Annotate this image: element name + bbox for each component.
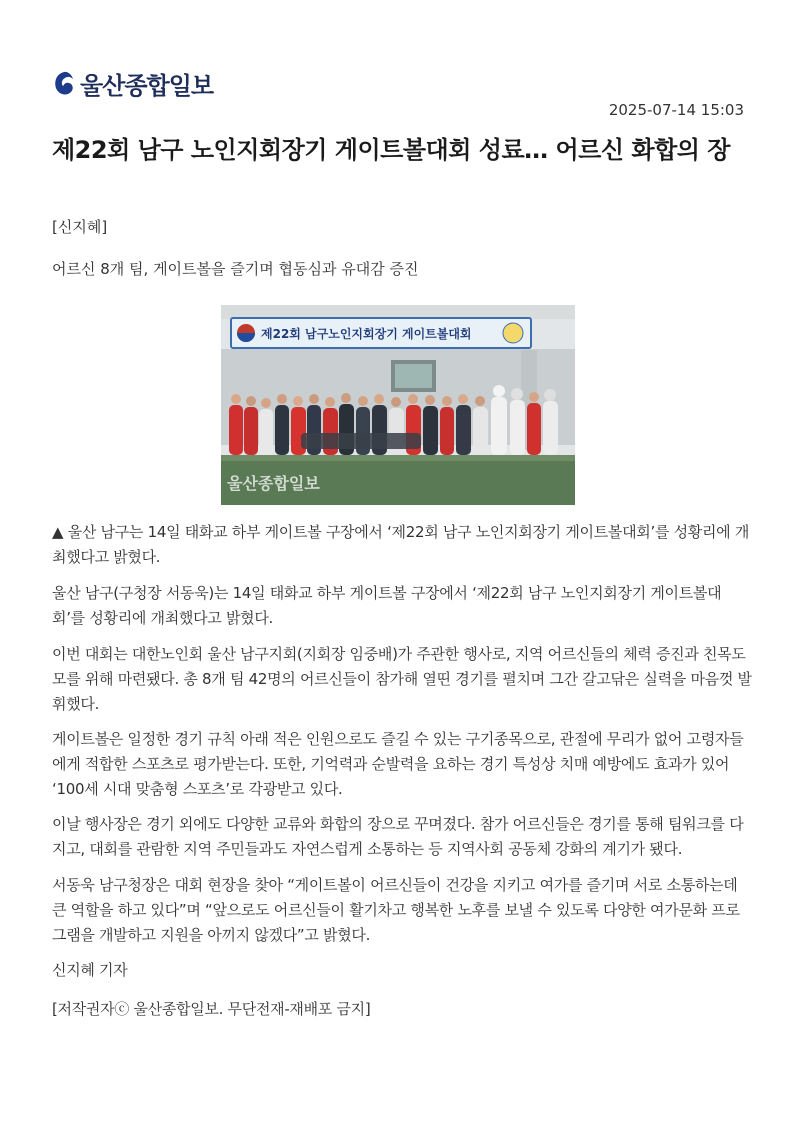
photo-banner-text: 제22회 남구노인지회장기 게이트볼대회 [261, 327, 472, 341]
paragraph-5: 서동욱 남구청장은 대회 현장을 찾아 “게이트볼이 어르신들이 건강을 지키고 여가를 즐기며 서로 소통하는데 큰 역할을 하고 있다”며 “앞으로도 어르신들이 활기차고 행복한 노후를 보낼 수 있도록 다양한 여가문화 프로그램을 개발하고 지원을 아끼지 않겠다”고 밝혔다. [52, 876, 740, 944]
paragraph-1: 울산 남구(구청장 서동욱)는 14일 태화교 하부 게이트볼 구장에서 ‘제22회 남구 노인지회장기 게이트볼대회’를 성황리에 개최했다고 밝혔다. [52, 584, 722, 627]
article-subtitle: 어르신 8개 팀, 게이트볼을 즐기며 협동심과 유대감 증진 [52, 260, 419, 278]
paragraph-4: 이날 행사장은 경기 외에도 다양한 교류와 화합의 장으로 꾸며졌다. 참가 어르신들은 경기를 통해 팀워크를 다지고, 대회를 관람한 지역 주민들과도 자연스럽게 소통하는 등 지역사회 공동체 강화의 계기가 됐다. [52, 815, 744, 858]
byline: 신지혜 기자 [52, 961, 128, 979]
copyright-notice: [저작권자ⓒ 울산종합일보. 무단전재-재배포 금지] [52, 1000, 371, 1018]
site-name: 울산종합일보 [80, 72, 214, 100]
publish-date: 2025-07-14 15:03 [608, 101, 744, 119]
logo-swirl-icon [52, 70, 76, 98]
photo-watermark: 울산종합일보 [227, 474, 320, 493]
site-logo[interactable] [52, 66, 213, 101]
reporter-tag: [신지혜] [52, 218, 108, 236]
article-title: 제22회 남구 노인지회장기 게이트볼대회 성료… 어르신 화합의 장 [52, 136, 730, 164]
paragraph-2: 이번 대회는 대한노인회 울산 남구지회(지회장 임중배)가 주관한 행사로, 지역 어르신들의 체력 증진과 친목도모를 위해 마련됐다. 총 8개 팀 42명의 어르신들이 참가해 열띤 경기를 펼치며 그간 갈고닦은 실력을 마음껏 발휘했다. [52, 645, 752, 713]
paragraph-3: 게이트볼은 일정한 경기 규칙 아래 적은 인원으로도 즐길 수 있는 구기종목으로, 관절에 무리가 없어 고령자들에게 적합한 스포츠로 평가받는다. 또한, 기억력과 순발력을 요하는 경기 특성상 치매 예방에도 효과가 있어 ‘100세 시대 맞춤형 스포츠’로 각광받고 있다. [52, 730, 744, 798]
article-photo[interactable] [221, 305, 575, 505]
photo-caption: ▲ 울산 남구는 14일 태화교 하부 게이트볼 구장에서 ‘제22회 남구 노인지회장기 게이트볼대회’를 성황리에 개최했다고 밝혔다. [52, 523, 750, 566]
